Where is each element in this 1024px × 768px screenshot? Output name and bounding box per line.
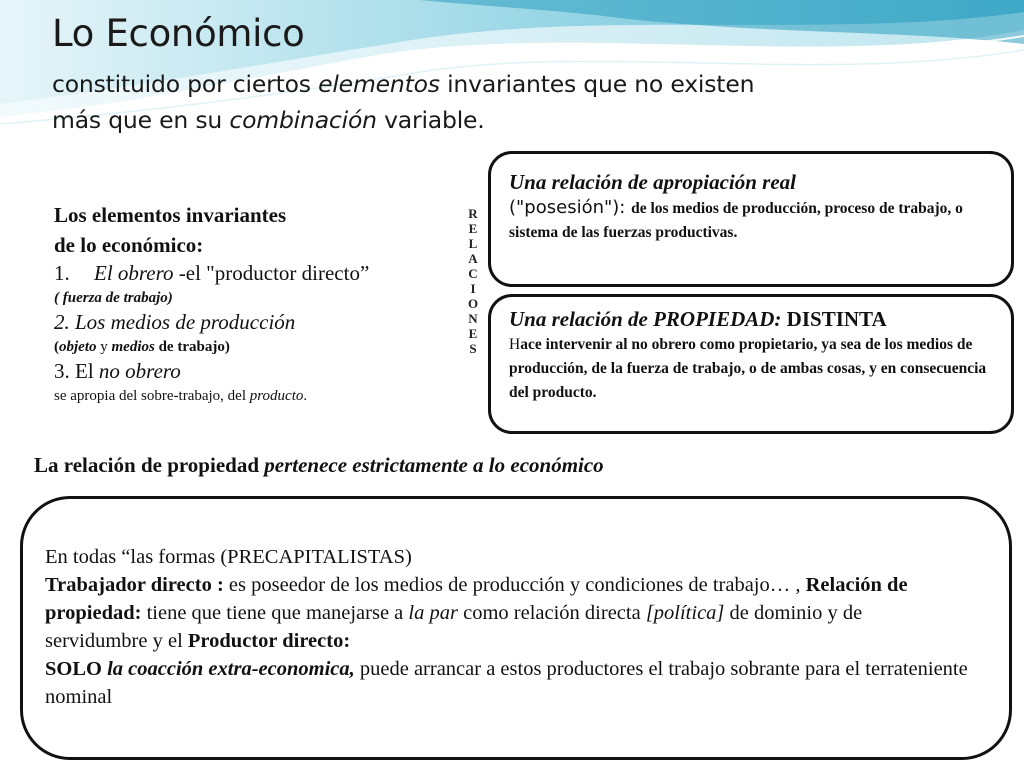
subtitle-emphasis: combinación [229,106,377,134]
subtitle-text: constituido por ciertos [52,70,319,98]
appropriation-text [509,196,997,245]
item-note-emphasis: objeto [59,339,97,355]
property-heading [509,305,997,333]
vertical-letter: I [470,281,476,296]
bold-italic-term: la coacción extra-economica, [107,658,355,680]
invariant-elements-list [54,200,454,407]
italic-term: la par [408,602,458,624]
bold-term: Trabajador directo : [45,574,224,596]
elements-heading-line2: de lo económico: [54,233,204,257]
precapitalist-line1: En todas “las formas (PRECAPITALISTAS) [45,546,412,568]
item-number: 2. [54,310,75,334]
vertical-letter: O [467,296,479,311]
item-note-text: ( fuerza de trabajo) [54,290,173,306]
element-item-1 [54,260,454,287]
item-note-text: ( [54,339,59,355]
vertical-letter: E [468,326,478,341]
item-title: El obrero [94,261,174,285]
item-text: -el "productor directo” [173,261,370,285]
paragraph-text: de dominio y de servidumbre y el [45,602,863,652]
property-heading-distinta: DISTINTA [786,307,887,331]
slide-subtitle [52,66,772,138]
element-item-3 [54,358,454,385]
statement-emphasis: pertenece estrictamente a lo económico [264,453,604,477]
paragraph-text: tiene que tiene que manejarse a [141,602,409,624]
subtitle-text: invariantes que no existen más que en su [52,70,755,134]
subtitle-text: variable. [376,106,485,134]
paragraph-text: es poseedor de los medios de producción y condiciones de trabajo… , [223,574,806,596]
property-relation-statement [34,453,604,478]
appropriation-body: de los medios de producción, proceso de trabajo, o sistema de las fuerzas productivas. [509,200,963,241]
vertical-letter: L [468,236,478,251]
relaciones-vertical-label [466,206,480,356]
paragraph-text: como relación directa [457,602,646,624]
vertical-letter: E [468,221,478,236]
precapitalist-paragraph [45,571,969,655]
element-item-2-note [54,336,454,358]
item-note-text: se apropia del sobre-trabajo, del [54,388,250,404]
property-relation-box [488,294,1014,434]
element-item-2 [54,309,454,336]
item-title: no obrero [98,359,181,383]
item-note-text: de trabajo) [154,339,230,355]
appropriation-heading: Una relación de apropiación real [509,170,796,194]
statement-text: La relación de propiedad [34,453,265,477]
precapitalist-coercion [45,655,969,711]
property-body: ace intervenir al no obrero como propietario, ya sea de los medios de producción, de la fuerza de trabajo, o de ambas cosas, y en consecuencia del producto. [509,336,987,401]
element-item-3-note [54,385,454,407]
item-note-emphasis: medios [111,339,155,355]
property-heading-text: Una relación de PROPIEDAD: [509,307,782,331]
property-body-initial: H [509,336,521,353]
vertical-letter: S [469,341,477,356]
vertical-letter: N [468,311,478,326]
appropriation-relation-box [488,151,1014,287]
item-note-text: . [303,388,308,404]
subtitle-emphasis: elementos [318,70,440,98]
vertical-letter: A [468,251,478,266]
precapitalist-forms-box [20,496,1012,760]
item-number: 3. El [54,359,99,383]
appropriation-posesion: ("posesión"): [509,197,632,218]
property-text [509,333,997,405]
item-note-text: y [96,339,112,355]
italic-term: [política] [645,602,725,624]
bold-term: SOLO [45,658,108,680]
element-item-1-note [54,287,454,309]
slide-title: Lo Económico [52,12,305,55]
vertical-letter: R [468,206,478,221]
elements-heading-line1: Los elementos invariantes [54,203,287,227]
bold-term: Productor directo: [187,630,351,652]
item-note-emphasis: producto [249,388,304,404]
item-title: Los medios de producción [75,310,296,334]
vertical-letter: C [468,266,478,281]
paragraph-text: puede arrancar a estos productores el trabajo sobrante para el terrateniente nominal [45,658,968,708]
item-number: 1. [54,261,70,285]
bold-term: Relación de propiedad: [45,574,908,624]
